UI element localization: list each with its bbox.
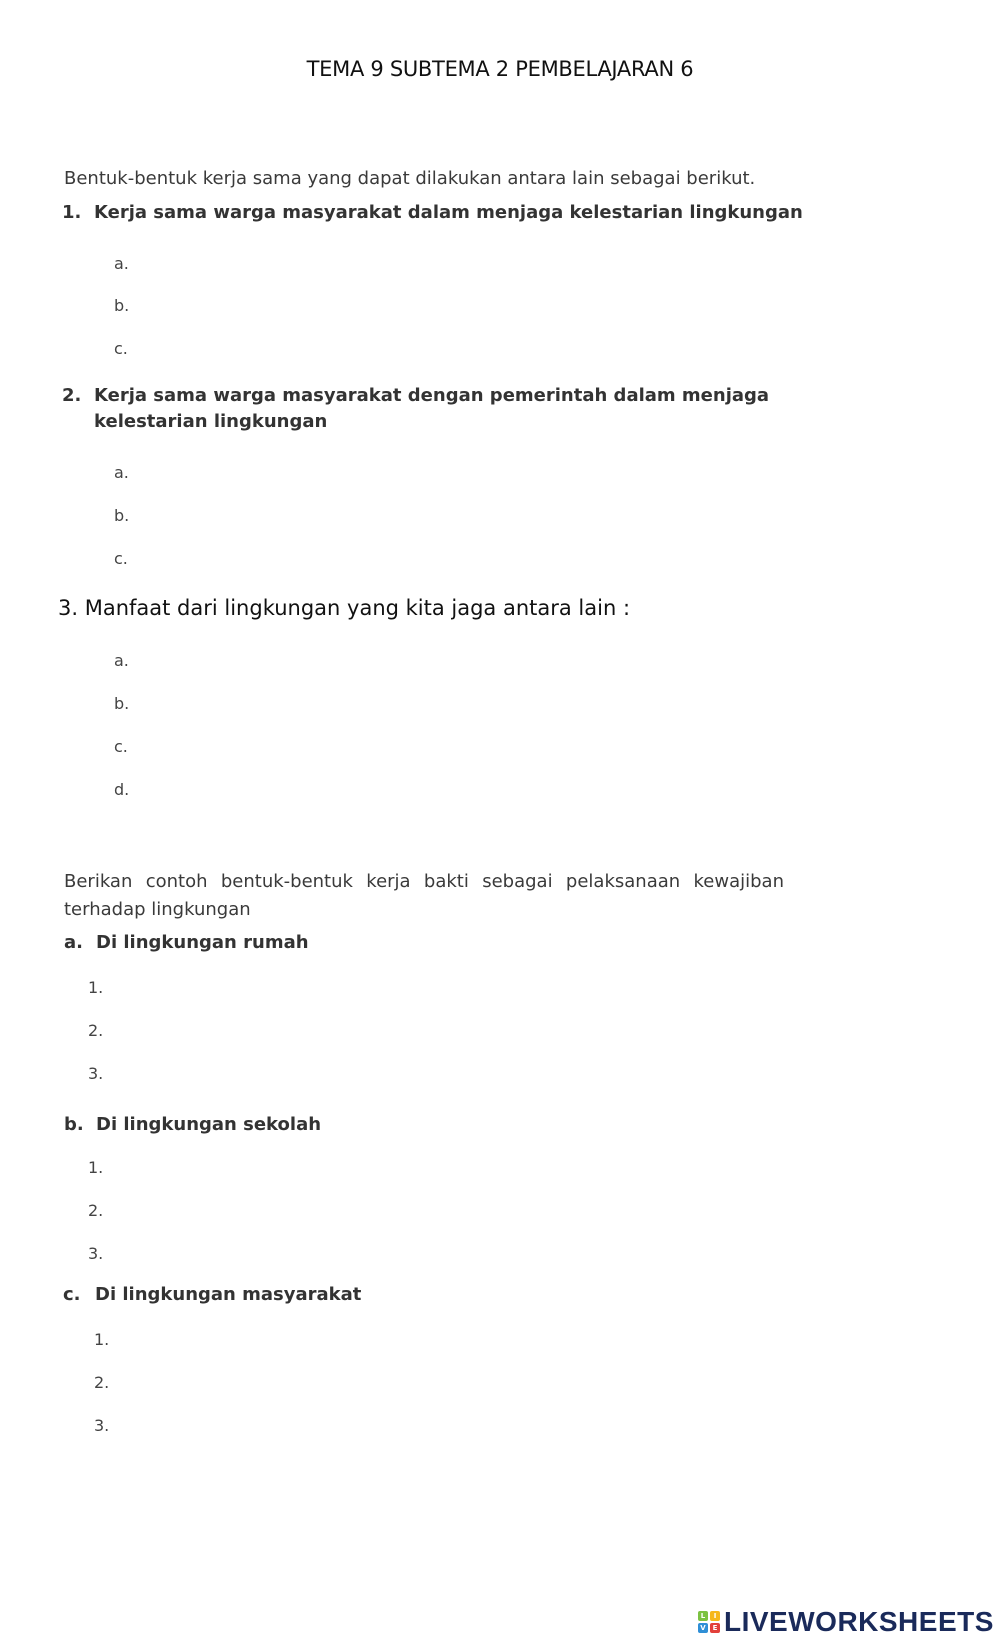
q3-item-d: d. bbox=[114, 780, 130, 799]
q1-item-c: c. bbox=[114, 339, 128, 358]
section-a-item-3: 3. bbox=[88, 1064, 104, 1083]
section-b-item-2: 2. bbox=[88, 1201, 104, 1220]
logo-text: LIVEWORKSHEETS bbox=[724, 1606, 994, 1637]
question-2-line2: kelestarian lingkungan bbox=[94, 411, 328, 432]
instruction-2-line2: terhadap lingkungan bbox=[64, 899, 251, 920]
question-2-number: 2. bbox=[62, 385, 82, 406]
section-b-item-3: 3. bbox=[88, 1244, 104, 1263]
q3-item-c: c. bbox=[114, 737, 128, 756]
q2-item-b: b. bbox=[114, 506, 130, 525]
q3-item-a: a. bbox=[114, 651, 129, 670]
page-title: TEMA 9 SUBTEMA 2 PEMBELAJARAN 6 bbox=[306, 57, 694, 81]
logo-mark-icon: L I V E bbox=[698, 1611, 720, 1633]
q2-item-a: a. bbox=[114, 463, 129, 482]
question-2 bbox=[62, 385, 770, 432]
question-2-line1: 2. Kerja sama warga masyarakat dengan pemerintah dalam menjaga bbox=[62, 385, 770, 406]
section-c-item-3: 3. bbox=[94, 1416, 110, 1435]
section-b-heading: b. Di lingkungan sekolah bbox=[64, 1114, 322, 1135]
intro-text: Bentuk-bentuk kerja sama yang dapat dilakukan antara lain sebagai berikut. bbox=[64, 168, 756, 189]
q1-item-a: a. bbox=[114, 254, 129, 273]
question-3: 3. Manfaat dari lingkungan yang kita jaga antara lain : bbox=[58, 596, 631, 620]
question-1-number: 1. bbox=[62, 202, 82, 223]
instruction-2-line1: Berikan contoh bentuk-bentuk kerja bakti sebagai pelaksanaan kewajiban bbox=[64, 871, 784, 892]
section-c-item-2: 2. bbox=[94, 1373, 110, 1392]
q1-item-b: b. bbox=[114, 296, 130, 315]
section-b-item-1: 1. bbox=[88, 1158, 104, 1177]
section-a-heading: a. Di lingkungan rumah bbox=[64, 932, 309, 953]
question-1-text: Kerja sama warga masyarakat dalam menjaga kelestarian lingkungan bbox=[94, 202, 803, 223]
q3-item-b: b. bbox=[114, 694, 130, 713]
section-a-item-1: 1. bbox=[88, 978, 104, 997]
liveworksheets-logo bbox=[698, 1606, 994, 1638]
q2-item-c: c. bbox=[114, 549, 128, 568]
section-c-item-1: 1. bbox=[94, 1330, 110, 1349]
section-c-heading: c. Di lingkungan masyarakat bbox=[63, 1284, 362, 1305]
question-1 bbox=[62, 202, 803, 223]
instruction-2 bbox=[64, 868, 784, 924]
section-a-item-2: 2. bbox=[88, 1021, 104, 1040]
